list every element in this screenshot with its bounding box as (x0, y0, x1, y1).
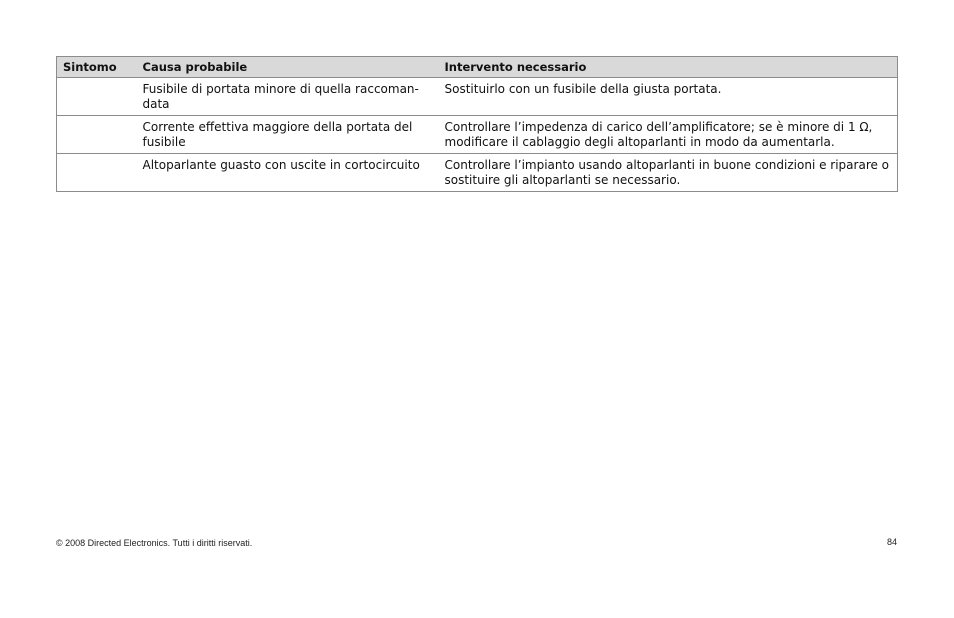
cell-intervento: Sostituirlo con un fusibile della giusta portata. (439, 78, 898, 116)
cell-causa: Corrente effettiva maggiore della portata del fusibile (137, 116, 439, 154)
table-row (57, 78, 898, 116)
cell-intervento: Controllare l’impedenza di carico dell’amplificatore; se è minore di 1 Ω, modificare il cablaggio degli altoparlanti in modo da aumentarla. (439, 116, 898, 154)
cell-causa: Altoparlante guasto con uscite in cortocircuito (137, 154, 439, 192)
cell-sintomo (57, 116, 137, 154)
page-number: 84 (886, 537, 897, 547)
cell-intervento: Controllare l’impianto usando altoparlanti in buone condizioni e riparare o sostituire gli altoparlanti se necessario. (439, 154, 898, 192)
troubleshooting-table (56, 56, 898, 192)
footer-copyright: © 2008 Directed Electronics. Tutti i diritti riservati. (56, 538, 253, 548)
cell-causa: Fusibile di portata minore di quella raccoman- data (137, 78, 439, 116)
cell-sintomo (57, 154, 137, 192)
cell-sintomo (57, 78, 137, 116)
header-causa-probabile: Causa probabile (137, 57, 439, 78)
table-header-row (57, 57, 898, 78)
header-intervento-necessario: Intervento necessario (439, 57, 898, 78)
table-row (57, 154, 898, 192)
header-sintomo: Sintomo (57, 57, 137, 78)
table-row (57, 116, 898, 154)
